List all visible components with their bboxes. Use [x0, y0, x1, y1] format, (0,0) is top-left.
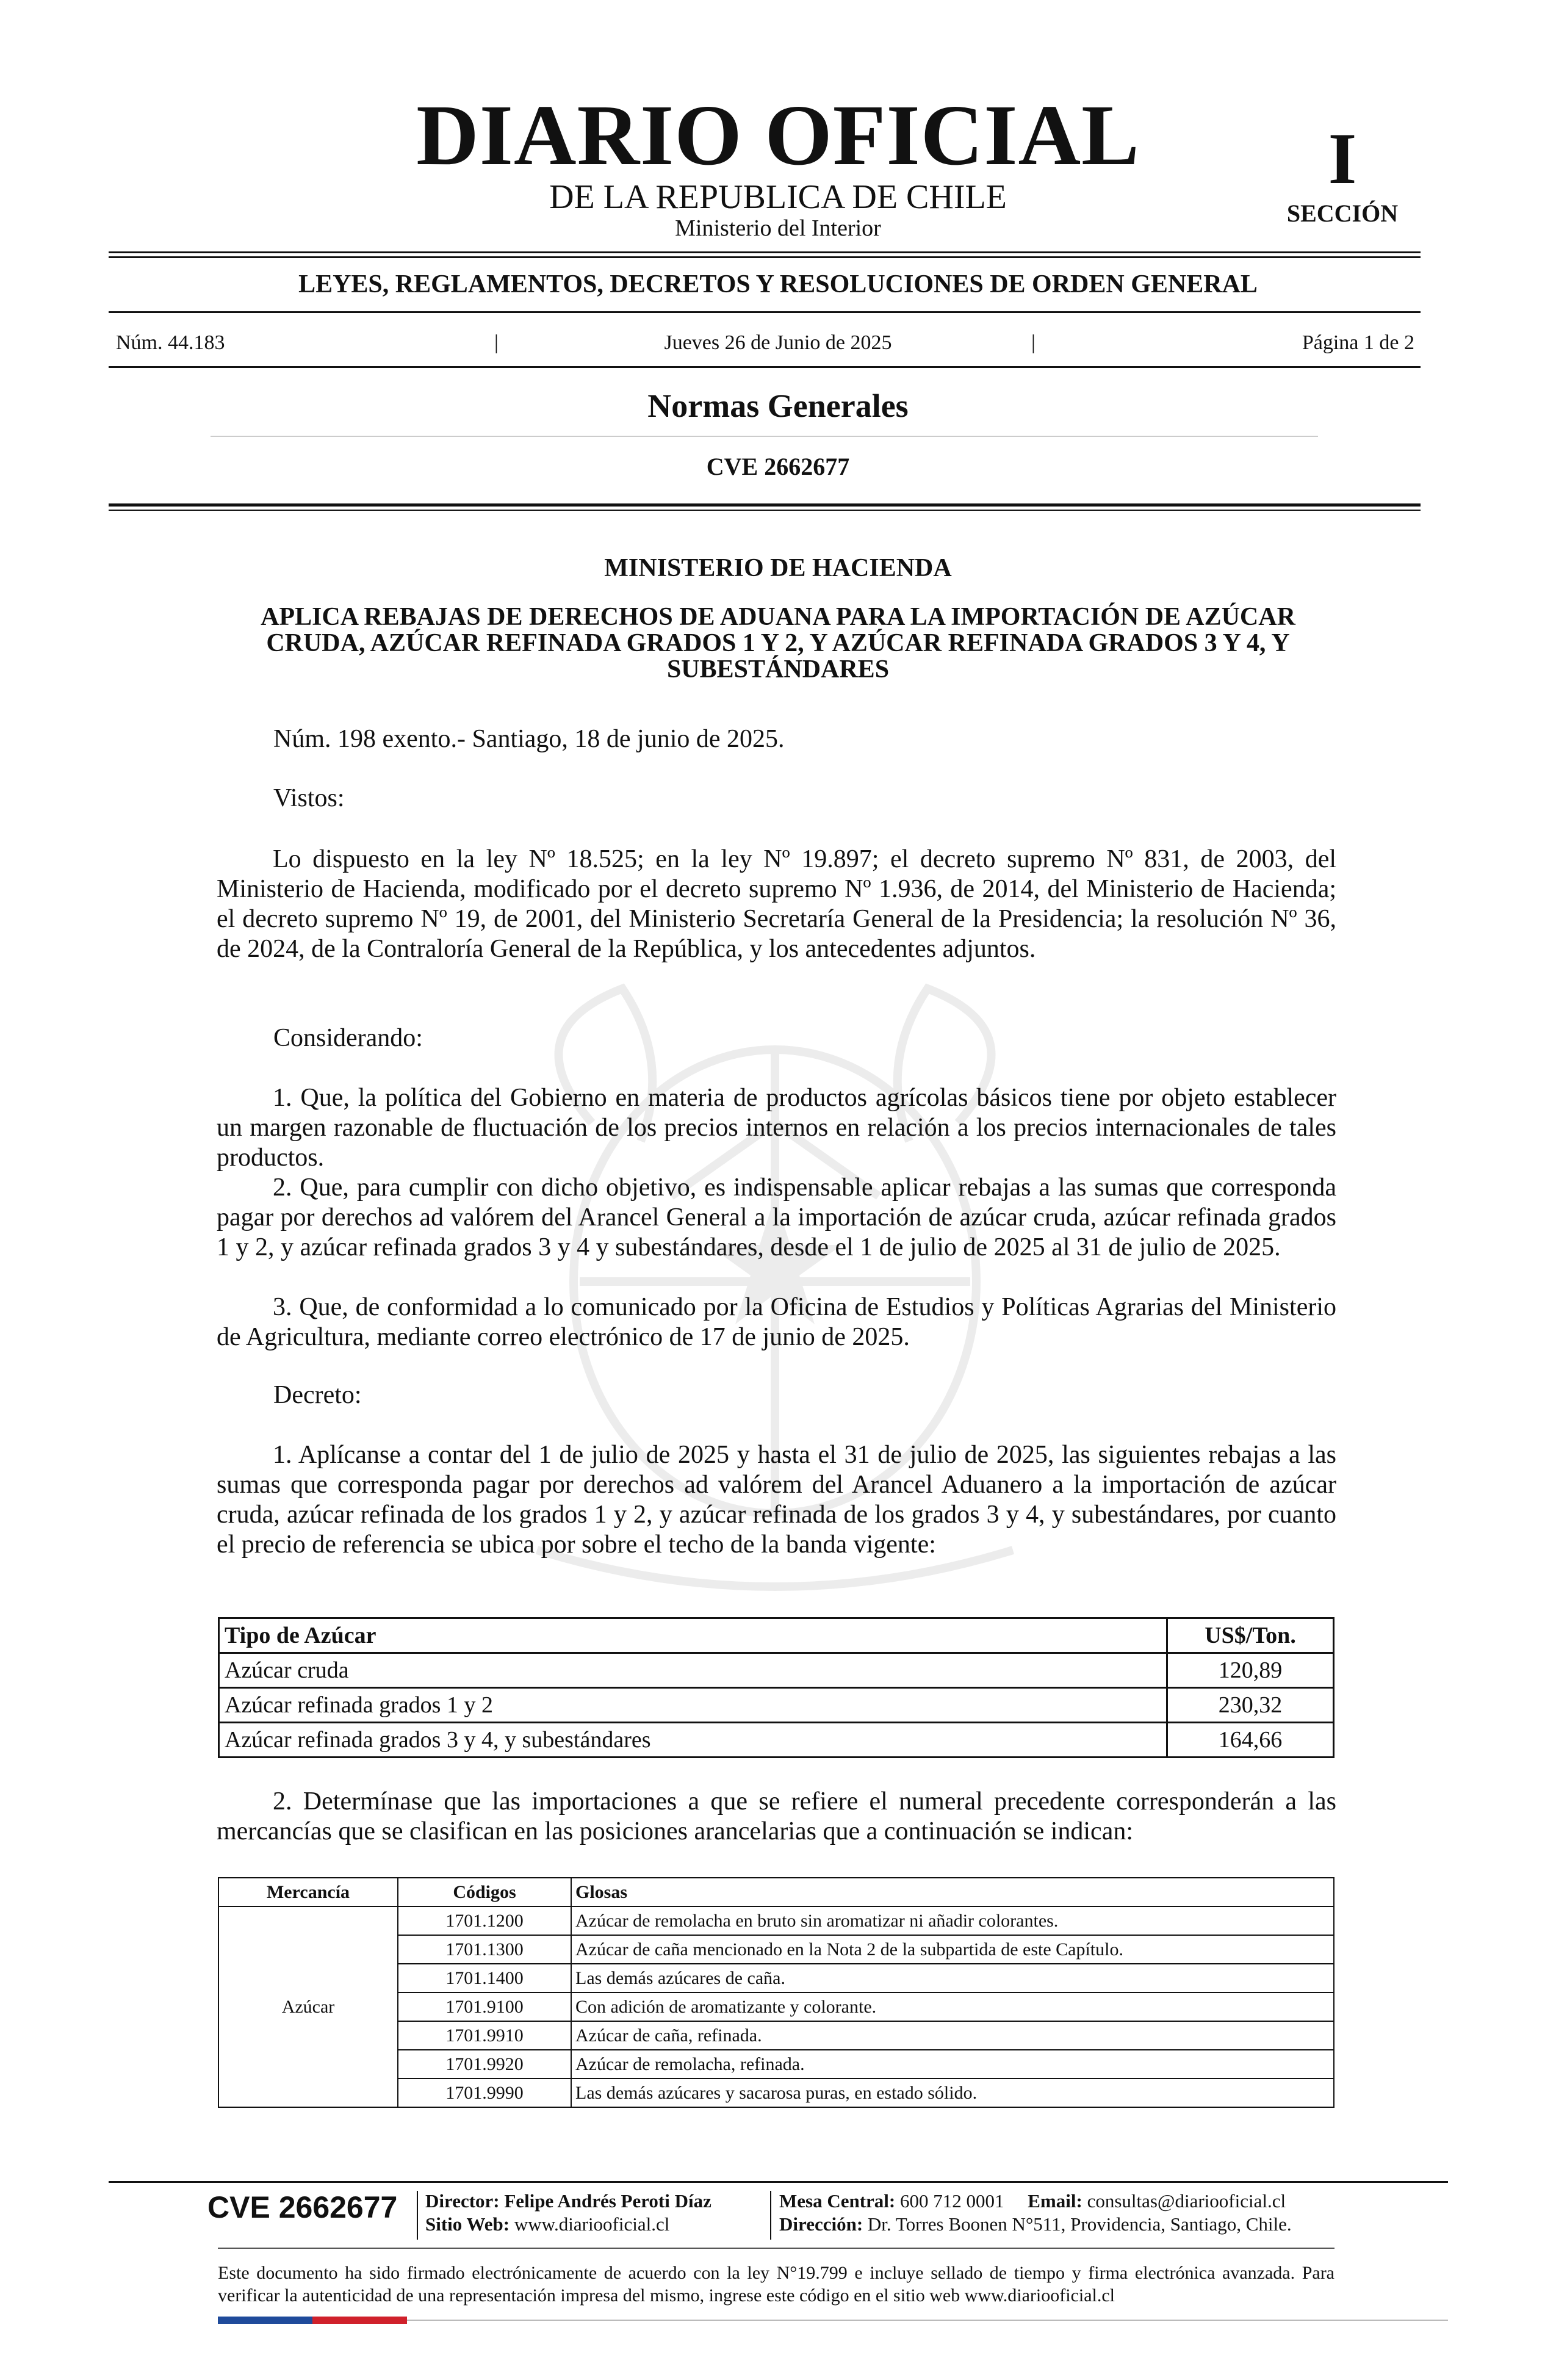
rebate-value-cell: 120,89	[1167, 1653, 1334, 1688]
masthead-title: DIARIO OFICIAL	[416, 87, 1140, 183]
director-label: Director:	[425, 2190, 500, 2212]
email-link[interactable]: consultas@diariooficial.cl	[1087, 2190, 1286, 2212]
section-label: SECCIÓN	[1286, 200, 1399, 227]
divider	[109, 251, 1421, 253]
banner-heading: LEYES, REGLAMENTOS, DECRETOS Y RESOLUCIONES DE ORDEN GENERAL	[298, 270, 1258, 298]
issue-number: Núm. 44.183	[116, 331, 225, 354]
tariff-code-cell: 1701.1400	[398, 1964, 571, 1992]
description-cell: Las demás azúcares y sacarosa puras, en estado sólido.	[571, 2079, 1334, 2107]
sugar-type-cell: Azúcar refinada grados 1 y 2	[219, 1688, 1167, 1723]
table-row	[219, 1653, 1334, 1688]
table-row	[219, 1688, 1334, 1723]
website-label: Sitio Web:	[425, 2213, 510, 2235]
document-ministry: MINISTERIO DE HACIENDA	[604, 554, 952, 582]
vistos-heading: Vistos:	[273, 784, 345, 812]
footer-bottom-rule	[407, 2320, 1448, 2321]
footer-website	[425, 2213, 669, 2236]
rebate-value-cell: 164,66	[1167, 1723, 1334, 1758]
column-header: Glosas	[571, 1878, 1334, 1906]
divider	[109, 256, 1421, 258]
table-header-row	[218, 1878, 1334, 1906]
description-cell: Las demás azúcares de caña.	[571, 1964, 1334, 1992]
column-header: Tipo de Azúcar	[219, 1618, 1167, 1653]
description-cell: Con adición de aromatizante y colorante.	[571, 1992, 1334, 2021]
description-cell: Azúcar de caña, refinada.	[571, 2021, 1334, 2050]
description-cell: Azúcar de remolacha en bruto sin aromatizar ni añadir colorantes.	[571, 1906, 1334, 1935]
table-row	[219, 1723, 1334, 1758]
phone-label: Mesa Central:	[779, 2190, 896, 2212]
divider	[109, 366, 1421, 368]
footer-divider	[109, 2181, 1448, 2183]
footer-separator	[770, 2191, 771, 2240]
email-label: Email:	[1028, 2190, 1082, 2212]
section-title: Normas Generales	[647, 388, 909, 424]
masthead-subtitle: DE LA REPUBLICA DE CHILE	[549, 178, 1007, 216]
divider	[109, 503, 1421, 507]
document-title: APLICA REBAJAS DE DERECHOS DE ADUANA PARA LA IMPORTACIÓN DE AZÚCAR CRUDA, AZÚCAR REFINADA GRADOS 1 Y 2, Y AZÚCAR REFINADA GRADOS 3 Y 4, Y SUBESTÁNDARES	[261, 603, 1295, 683]
decreto-paragraph-1: 1. Aplícanse a contar del 1 de julio de 2025 y hasta el 31 de julio de 2025, las siguientes rebajas a las sumas que corresponda pagar por derechos ad valórem del Arancel Aduanero a la importación de azúcar cruda, azúcar refinada de los grados 1 y 2, y azúcar refinada de los grados 3 y 4, y subestándares, por cuanto el precio de referencia se ubica por sobre el techo de la banda vigente:	[217, 1441, 1336, 1559]
flag-stripe-blue	[218, 2317, 312, 2324]
tariff-code-cell: 1701.1200	[398, 1906, 571, 1935]
divider	[109, 510, 1421, 511]
meta-separator: |	[494, 331, 499, 354]
considerando-paragraph-2: 2. Que, para cumplir con dicho objetivo, es indispensable aplicar rebajas a las sumas que corresponda pagar por derechos ad valórem del Arancel General a la importación de azúcar cruda, azúcar refinada grados 1 y 2, y azúcar refinada grados 3 y 4 y subestándares, desde el 1 de julio de 2025 al 31 de julio de 2025.	[217, 1174, 1336, 1261]
vistos-paragraph: Lo dispuesto en la ley Nº 18.525; en la ley Nº 19.897; el decreto supremo Nº 831, de 2003, del Ministerio de Hacienda, modificado por el decreto supremo Nº 1.936, de 2014, del Ministerio de Hacienda; el decreto supremo Nº 19, de 2001, del Ministerio Secretaría General de la Presidencia; la resolución Nº 36, de 2024, de la Contraloría General de la República, y los antecedentes adjuntos.	[217, 845, 1336, 963]
address-text: Dr. Torres Boonen N°511, Providencia, Santiago, Chile.	[867, 2213, 1292, 2235]
decreto-paragraph-2: 2. Determínase que las importaciones a que se refiere el numeral precedente corresponderán a las mercancías que se clasifican en las posiciones arancelarias que a continuación se indican:	[217, 1787, 1336, 1845]
section-number: I	[1328, 118, 1357, 199]
footer-separator	[417, 2191, 418, 2240]
decree-number-line: Núm. 198 exento.- Santiago, 18 de junio de 2025.	[273, 725, 785, 753]
description-cell: Azúcar de remolacha, refinada.	[571, 2050, 1334, 2079]
tariff-code-cell: 1701.9100	[398, 1992, 571, 2021]
page-indicator: Página 1 de 2	[1302, 331, 1414, 354]
address-label: Dirección:	[779, 2213, 863, 2235]
rebate-value-cell: 230,32	[1167, 1688, 1334, 1723]
flag-stripe-red	[312, 2317, 407, 2324]
footer-contact	[779, 2190, 1286, 2213]
issue-date: Jueves 26 de Junio de 2025	[664, 331, 892, 354]
phone-number: 600 712 0001	[900, 2190, 1004, 2212]
tariff-code-cell: 1701.9920	[398, 2050, 571, 2079]
decreto-heading: Decreto:	[273, 1381, 362, 1409]
column-header: US$/Ton.	[1167, 1618, 1334, 1653]
sugar-type-cell: Azúcar refinada grados 3 y 4, y subestándares	[219, 1723, 1167, 1758]
rebajas-table	[218, 1617, 1334, 1758]
divider	[211, 436, 1318, 437]
footer-disclaimer: Este documento ha sido firmado electrónicamente de acuerdo con la ley N°19.799 e incluye sellado de tiempo y firma electrónica avanzada. Para verificar la autenticidad de una representación impresa del mismo, ingrese este código en el sitio web www.diariooficial.cl	[218, 2263, 1334, 2306]
description-cell: Azúcar de caña mencionado en la Nota 2 de la subpartida de este Capítulo.	[571, 1935, 1334, 1964]
tariff-code-cell: 1701.9990	[398, 2079, 571, 2107]
sugar-type-cell: Azúcar cruda	[219, 1653, 1167, 1688]
considerando-heading: Considerando:	[273, 1024, 423, 1052]
footer-cve-code: CVE 2662677	[207, 2190, 398, 2224]
column-header: Códigos	[398, 1878, 571, 1906]
masthead-ministry: Ministerio del Interior	[675, 215, 881, 241]
merchandise-cell: Azúcar	[218, 1906, 398, 2107]
considerando-paragraph-1: 1. Que, la política del Gobierno en materia de productos agrícolas básicos tiene por objeto establecer un margen razonable de fluctuación de los precios internos en relación a los precios internacionales de tales productos.	[217, 1084, 1336, 1172]
meta-separator: |	[1031, 331, 1036, 354]
website-link[interactable]: www.diariooficial.cl	[514, 2213, 670, 2235]
footer-director	[425, 2190, 711, 2213]
column-header: Mercancía	[218, 1878, 398, 1906]
footer-address	[779, 2213, 1292, 2236]
tariff-code-cell: 1701.1300	[398, 1935, 571, 1964]
footer-divider	[218, 2248, 1334, 2249]
divider	[109, 311, 1421, 313]
tariff-table	[218, 1877, 1334, 2108]
table-row	[218, 1906, 1334, 1935]
table-header-row	[219, 1618, 1334, 1653]
tariff-code-cell: 1701.9910	[398, 2021, 571, 2050]
director-name: Felipe Andrés Peroti Díaz	[504, 2190, 711, 2212]
cve-code: CVE 2662677	[706, 453, 850, 480]
considerando-paragraph-3: 3. Que, de conformidad a lo comunicado por la Oficina de Estudios y Políticas Agrarias del Ministerio de Agricultura, mediante correo electrónico de 17 de junio de 2025.	[217, 1293, 1336, 1351]
